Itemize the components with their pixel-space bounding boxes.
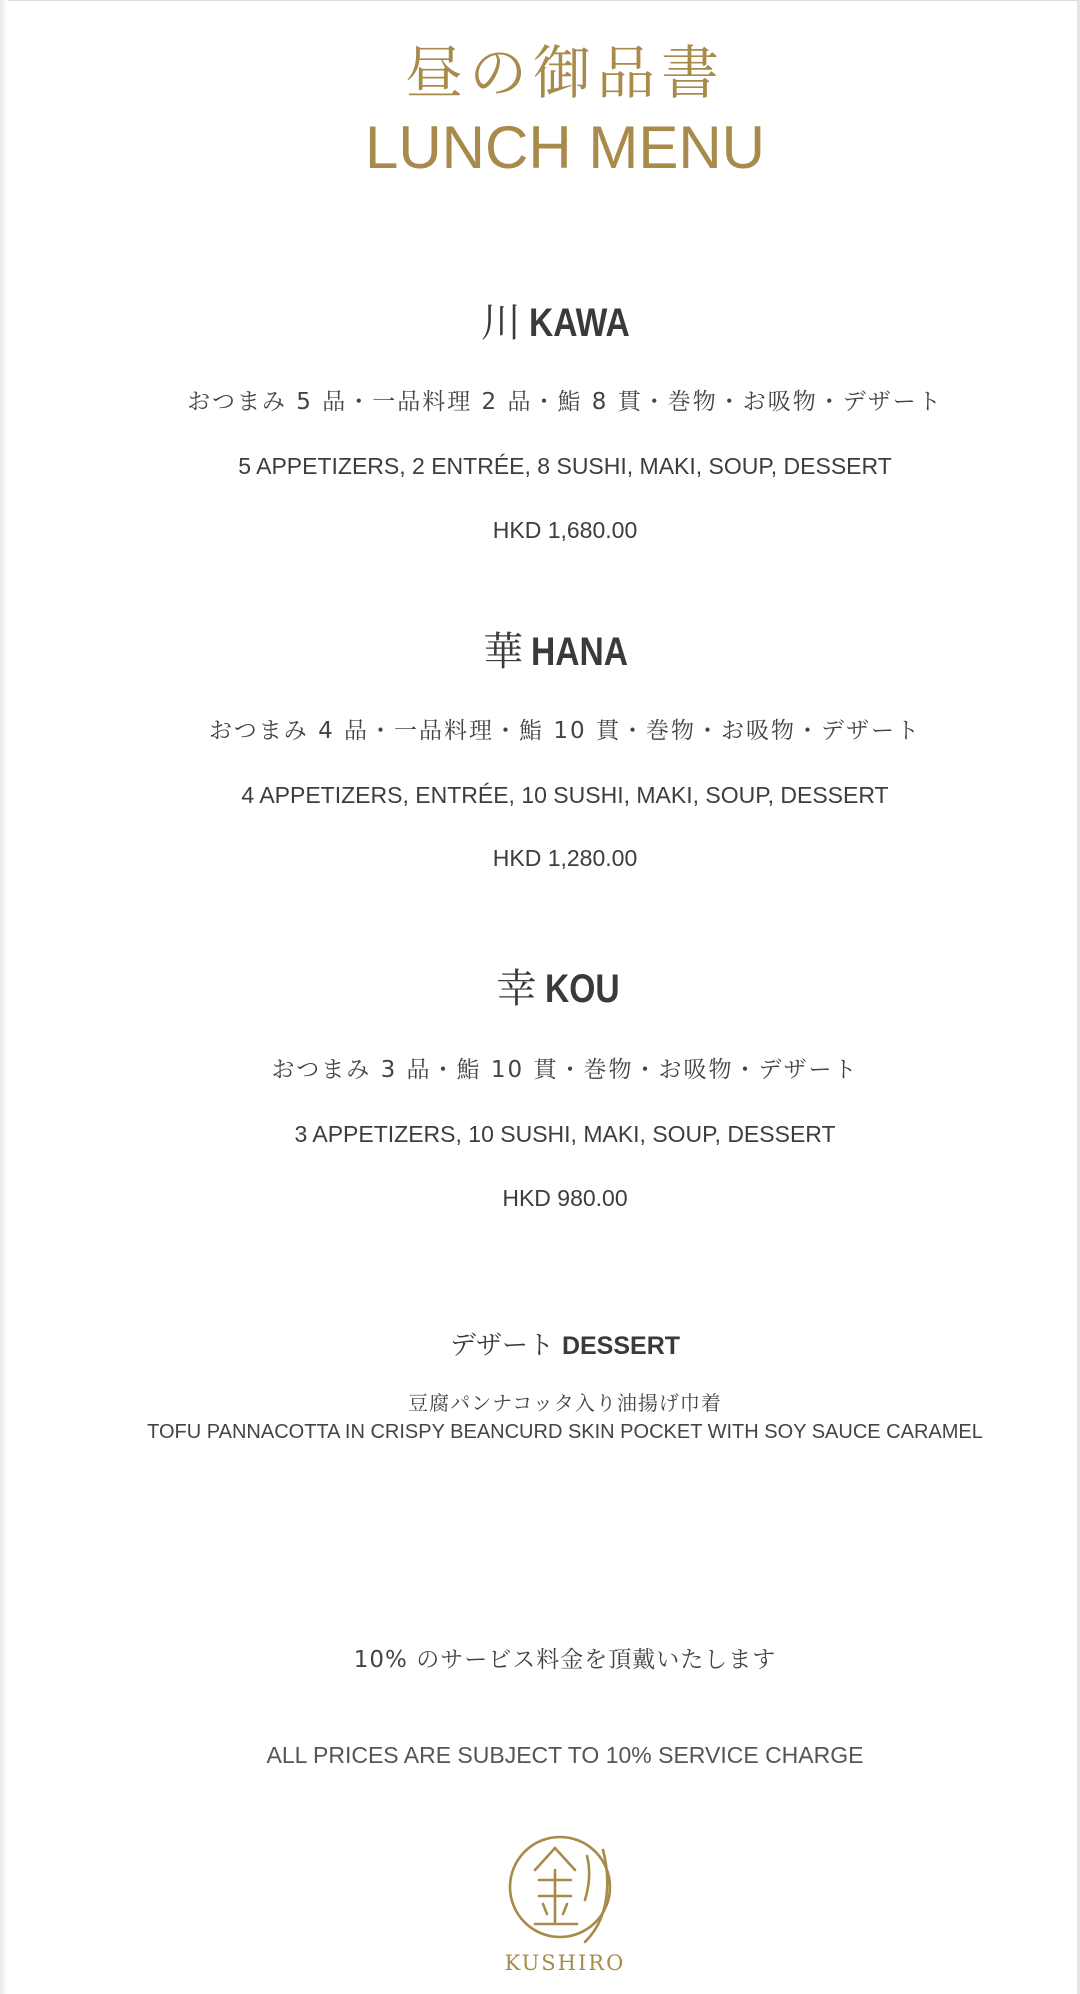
- course-description-english: 3 APPETIZERS, 10 SUSHI, MAKI, SOUP, DESSERT: [294, 1121, 836, 1147]
- course-name: KAWA: [529, 301, 630, 345]
- service-charge-english: ALL PRICES ARE SUBJECT TO 10% SERVICE CHARGE: [266, 1742, 864, 1768]
- page-edge: [0, 0, 1080, 1]
- course-price: HKD 1,680.00: [492, 517, 638, 543]
- course-description-english: 5 APPETIZERS, 2 ENTRÉE, 8 SUSHI, MAKI, SOUP, DESSERT: [238, 453, 892, 479]
- kushiro-logo-icon: [505, 1826, 627, 1948]
- course-description-japanese: おつまみ 3 品・鮨 10 貫・巻物・お吸物・デザート: [271, 1057, 859, 1083]
- course-price: HKD 1,280.00: [492, 845, 638, 871]
- course-kanji: 華: [483, 629, 524, 675]
- dessert-item-english: TOFU PANNACOTTA IN CRISPY BEANCURD SKIN POCKET WITH SOY SAUCE CARAMEL: [147, 1421, 983, 1443]
- course-kanji: 幸: [496, 966, 537, 1012]
- dessert-item-japanese: 豆腐パンナコッタ入り油揚げ巾着: [408, 1391, 722, 1415]
- logo-wordmark: KUSHIRO: [504, 1951, 626, 1975]
- dessert-heading-japanese: デザート: [449, 1331, 554, 1361]
- menu-title-japanese: 昼の御品書: [404, 39, 725, 107]
- course-price: HKD 980.00: [502, 1185, 628, 1211]
- course-kanji: 川: [481, 300, 521, 346]
- menu-title-english: LUNCH MENU: [364, 114, 766, 181]
- course-title-kawa: [0, 298, 1080, 348]
- dessert-heading-english: DESSERT: [561, 1332, 681, 1360]
- course-name: KOU: [544, 967, 620, 1011]
- course-description-english: 4 APPETIZERS, ENTRÉE, 10 SUSHI, MAKI, SOUP, DESSERT: [241, 782, 889, 808]
- course-name: HANA: [531, 630, 629, 674]
- course-title-hana: [0, 627, 1080, 677]
- course-title-kou: [0, 964, 1080, 1014]
- course-description-japanese: おつまみ 4 品・一品料理・鮨 10 貫・巻物・お吸物・デザート: [209, 718, 921, 744]
- dessert-heading: [0, 1326, 1080, 1365]
- service-charge-japanese: 10% のサービス料金を頂戴いたします: [353, 1647, 777, 1673]
- course-description-japanese: おつまみ 5 品・一品料理 2 品・鮨 8 貫・巻物・お吸物・デザート: [187, 389, 943, 415]
